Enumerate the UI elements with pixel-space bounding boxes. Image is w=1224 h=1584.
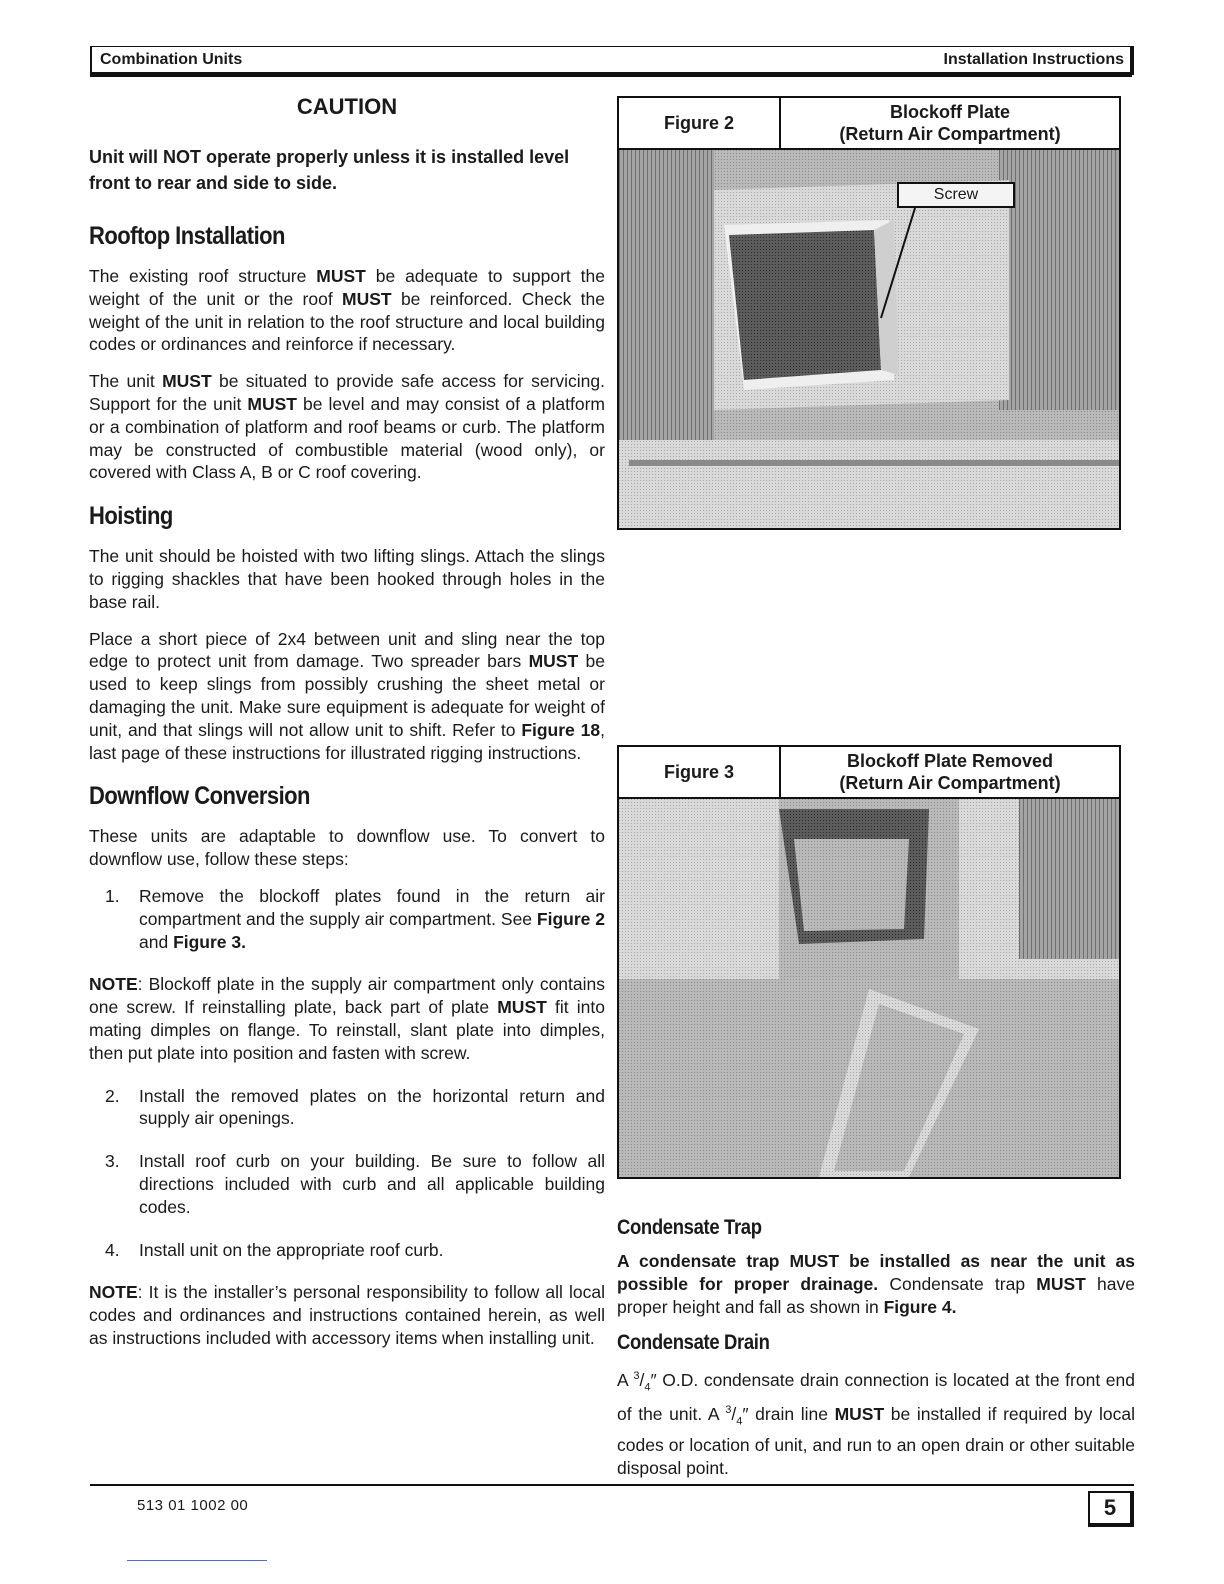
figure-2-leader-line [619, 150, 1119, 528]
header-left: Combination Units [100, 51, 243, 68]
page-header [90, 46, 1134, 75]
document-number: 513 01 1002 00 [137, 1497, 249, 1514]
rooftop-heading: Rooftop Installation [89, 222, 285, 250]
downflow-step-1: 1. Remove the blockoff plates found in the return air compartment and the supply air compartment. See Figure 2 and Figure 3. [105, 885, 605, 952]
hoisting-heading: Hoisting [89, 502, 173, 531]
caution-text: Unit will NOT operate properly unless it is installed level front to rear and side to side. [89, 147, 570, 193]
figure-2-caption: Blockoff Plate (Return Air Compartment) [839, 102, 1061, 144]
page-number: 5 [1088, 1491, 1134, 1527]
hoisting-paragraph-2: Place a short piece of 2x4 between unit and sling near the top edge to protect unit from damage. Two spreader bars MUST be used to keep slings from possibly crushing the sheet metal or damaging the unit. Make sure equipment is adequate for weight of unit, and that slings will not allow unit to shift. Refer to Figure 18, last page of these instructions for illustrated rigging instructions. [89, 628, 605, 763]
downflow-step-3: 3. Install roof curb on your building. Be sure to follow all directions included with curb and all applicable building codes. [105, 1151, 605, 1217]
downflow-heading: Downflow Conversion [89, 782, 310, 811]
downflow-intro: These units are adaptable to downflow use. To convert to downflow use, follow these steps: [89, 826, 605, 870]
downflow-step-2: 2. Install the removed plates on the horizontal return and supply air openings. [105, 1085, 605, 1129]
figure-3-caption: Blockoff Plate Removed (Return Air Compartment) [839, 751, 1061, 793]
rooftop-paragraph-1: The existing roof structure MUST be adequate to support the weight of the unit or the roof MUST be reinforced. Check the weight of the unit in relation to the roof structure and local building codes or ordinances and reinforce if necessary. [89, 266, 606, 355]
figure-2-callout-screw: Screw [897, 182, 1015, 208]
caution-title: CAUTION [296, 94, 398, 119]
hoisting-paragraph-1: The unit should be hoisted with two lifting slings. Attach the slings to rigging shackles that have been hooked through holes in the base rail. [89, 546, 605, 612]
downflow-step-4: 4. Install unit on the appropriate roof curb. [105, 1239, 444, 1260]
figure-3 [617, 745, 1135, 1179]
condensate-drain-heading: Condensate Drain [617, 1331, 770, 1354]
footer-rule [90, 1484, 1134, 1486]
figure-2-photo [619, 150, 1119, 528]
figure-2-number: Figure 2 [619, 98, 781, 148]
condensate-trap-paragraph: A condensate trap MUST be installed as near the unit as possible for proper drainage. Condensate trap MUST have proper height and fall as shown in Figure 4. [617, 1251, 1135, 1317]
condensate-drain-paragraph: A $^3/_4''$ O.D. condensate drain connection is located at the front end of the unit. A $^3/_4''$ drain line MUST be installed if required by local codes or location of unit, and run to an open drain or other suitable disposal point. [617, 1369, 1135, 1478]
condensate-trap-heading: Condensate Trap [617, 1216, 762, 1239]
header-rule [90, 72, 1132, 77]
footer-underline-mark [127, 1560, 267, 1561]
downflow-note-2: NOTE: It is the installer’s personal responsibility to follow all local codes and ordinances and instructions contained herein, as well as instructions included with accessory items when installing unit. [89, 1282, 605, 1348]
left-column [89, 90, 605, 1364]
downflow-note-1: NOTE: Blockoff plate in the supply air compartment only contains one screw. If reinstalling plate, back part of plate MUST fit into mating dimples on flange. To reinstall, slant plate into dimples, then put plate into position and fasten with screw. [89, 974, 605, 1063]
right-column-text [617, 1216, 1135, 1494]
figure-3-photo [619, 799, 1119, 1177]
figure-2 [617, 96, 1135, 530]
header-right: Installation Instructions [943, 51, 1124, 68]
figure-3-number: Figure 3 [619, 747, 781, 797]
rooftop-paragraph-2: The unit MUST be situated to provide safe access for servicing. Support for the unit MUST be level and may consist of a platform or a combination of platform and roof beams or curb. The platform may be constructed of combustible material (wood only), or covered with Class A, B or C roof covering. [89, 371, 605, 483]
